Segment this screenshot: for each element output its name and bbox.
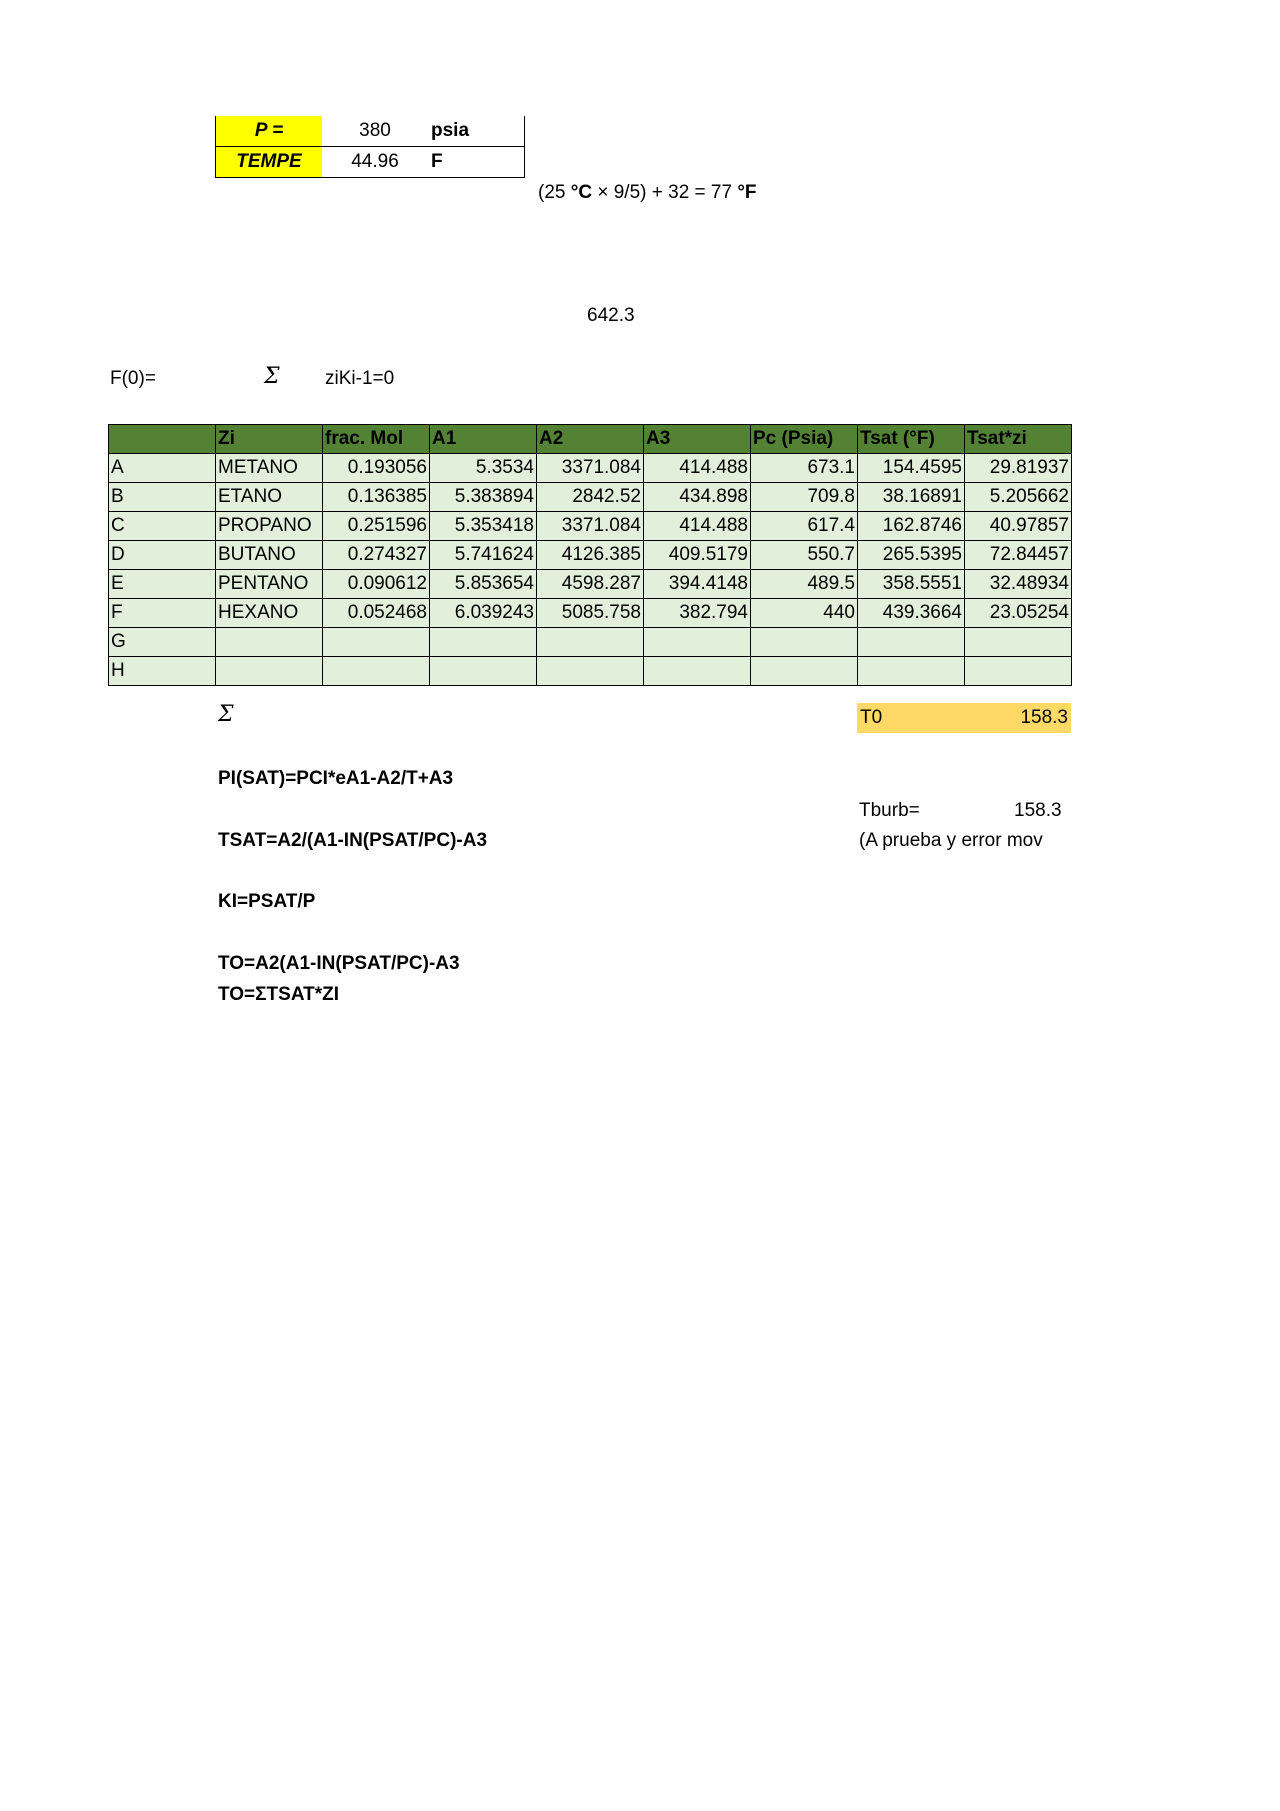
header-cell[interactable] <box>109 425 216 454</box>
value-cell[interactable] <box>537 657 644 686</box>
table-row <box>109 454 1072 483</box>
pressure-label[interactable]: P = <box>216 116 323 147</box>
value-cell[interactable]: 4126.385 <box>537 541 644 570</box>
row-label-cell[interactable]: B <box>109 483 216 512</box>
header-cell[interactable]: Tsat*zi <box>965 425 1072 454</box>
value-cell[interactable]: 5085.758 <box>537 599 644 628</box>
table-row <box>109 483 1072 512</box>
value-cell[interactable]: 2842.52 <box>537 483 644 512</box>
value-cell[interactable]: 72.84457 <box>965 541 1072 570</box>
table-header-row <box>109 425 1072 454</box>
value-cell[interactable]: 154.4595 <box>858 454 965 483</box>
value-cell[interactable] <box>644 628 751 657</box>
conversion-mid: × 9/5) + 32 = 77 <box>592 182 738 203</box>
value-cell[interactable]: 434.898 <box>644 483 751 512</box>
value-cell[interactable]: 358.5551 <box>858 570 965 599</box>
value-cell[interactable]: 394.4148 <box>644 570 751 599</box>
temperature-label[interactable]: TEMPE <box>216 147 323 178</box>
value-cell[interactable]: 0.090612 <box>323 570 430 599</box>
value-cell[interactable]: 709.8 <box>751 483 858 512</box>
value-cell[interactable] <box>323 628 430 657</box>
formula-psat: PI(SAT)=PCI*eA1-A2/T+A3 <box>218 768 454 789</box>
value-cell[interactable]: 0.274327 <box>323 541 430 570</box>
value-cell[interactable]: 0.052468 <box>323 599 430 628</box>
row-label-cell[interactable]: D <box>109 541 216 570</box>
component-name-cell[interactable]: BUTANO <box>216 541 323 570</box>
value-cell[interactable]: 38.16891 <box>858 483 965 512</box>
table-row <box>109 512 1072 541</box>
value-cell[interactable] <box>430 657 537 686</box>
tburb-value[interactable]: 158.3 <box>1014 800 1062 821</box>
value-cell[interactable] <box>751 628 858 657</box>
temperature-unit[interactable]: F <box>428 147 525 178</box>
pressure-unit[interactable]: psia <box>428 116 525 147</box>
table-row <box>109 541 1072 570</box>
row-label-cell[interactable]: F <box>109 599 216 628</box>
component-name-cell[interactable] <box>216 657 323 686</box>
sigma-symbol: Σ <box>264 364 280 389</box>
header-cell[interactable]: frac. Mol <box>323 425 430 454</box>
formula-to-sum: TO=ΣTSAT*ZI <box>218 984 340 1005</box>
component-name-cell[interactable]: PENTANO <box>216 570 323 599</box>
value-cell[interactable]: 0.136385 <box>323 483 430 512</box>
value-cell[interactable]: 5.205662 <box>965 483 1072 512</box>
value-cell[interactable]: 40.97857 <box>965 512 1072 541</box>
row-label-cell[interactable]: G <box>109 628 216 657</box>
header-cell[interactable]: Tsat (°F) <box>858 425 965 454</box>
objective-label: F(0)= <box>110 368 156 389</box>
table-row <box>109 628 1072 657</box>
header-cell[interactable]: A2 <box>537 425 644 454</box>
header-cell[interactable]: Pc (Psia) <box>751 425 858 454</box>
value-cell[interactable]: 265.5395 <box>858 541 965 570</box>
row-label-cell[interactable]: C <box>109 512 216 541</box>
component-table <box>108 424 1072 686</box>
value-cell[interactable]: 4598.287 <box>537 570 644 599</box>
component-name-cell[interactable]: ETANO <box>216 483 323 512</box>
value-cell[interactable]: 32.48934 <box>965 570 1072 599</box>
conversion-pre: (25 <box>538 182 571 203</box>
formula-tsat: TSAT=A2/(A1-IN(PSAT/PC)-A3 <box>218 830 488 851</box>
value-cell[interactable] <box>537 628 644 657</box>
temperature-value[interactable]: 44.96 <box>322 147 428 178</box>
loose-value-cell[interactable]: 642.3 <box>587 305 635 326</box>
header-cell[interactable]: A1 <box>430 425 537 454</box>
component-name-cell[interactable]: PROPANO <box>216 512 323 541</box>
temperature-row <box>216 147 525 178</box>
value-cell[interactable]: 5.741624 <box>430 541 537 570</box>
value-cell[interactable]: 414.488 <box>644 512 751 541</box>
tburb-label: Tburb= <box>859 800 920 821</box>
component-name-cell[interactable] <box>216 628 323 657</box>
fahrenheit-unit: °F <box>737 182 757 203</box>
value-cell[interactable] <box>751 657 858 686</box>
conversion-note <box>538 182 757 204</box>
value-cell[interactable]: 23.05254 <box>965 599 1072 628</box>
row-label-cell[interactable]: A <box>109 454 216 483</box>
value-cell[interactable]: 5.383894 <box>430 483 537 512</box>
total-value: 158.3 <box>1020 707 1068 728</box>
value-cell[interactable]: 414.488 <box>644 454 751 483</box>
sum-symbol-glyph: Σ <box>218 702 234 727</box>
value-cell[interactable]: 382.794 <box>644 599 751 628</box>
value-cell[interactable] <box>430 628 537 657</box>
value-cell[interactable]: 5.3534 <box>430 454 537 483</box>
value-cell[interactable]: 439.3664 <box>858 599 965 628</box>
celsius-unit: °C <box>570 182 593 203</box>
table-row <box>109 570 1072 599</box>
formula-to: TO=A2(A1-IN(PSAT/PC)-A3 <box>218 953 460 974</box>
value-cell[interactable]: 673.1 <box>751 454 858 483</box>
objective-expression: ziKi-1=0 <box>325 368 395 389</box>
component-name-cell[interactable]: METANO <box>216 454 323 483</box>
value-cell[interactable] <box>323 657 430 686</box>
value-cell[interactable]: 29.81937 <box>965 454 1072 483</box>
value-cell[interactable] <box>858 628 965 657</box>
pressure-row <box>216 116 525 147</box>
value-cell[interactable]: 0.251596 <box>323 512 430 541</box>
pressure-value[interactable]: 380 <box>322 116 428 147</box>
value-cell[interactable]: 489.5 <box>751 570 858 599</box>
table-row <box>109 657 1072 686</box>
value-cell[interactable]: 3371.084 <box>537 454 644 483</box>
row-label-cell[interactable]: H <box>109 657 216 686</box>
component-name-cell[interactable]: HEXANO <box>216 599 323 628</box>
value-cell[interactable]: 440 <box>751 599 858 628</box>
trial-error-note: (A prueba y error mov <box>859 830 1043 851</box>
value-cell[interactable]: 5.353418 <box>430 512 537 541</box>
value-cell[interactable]: 6.039243 <box>430 599 537 628</box>
value-cell[interactable] <box>965 657 1072 686</box>
value-cell[interactable]: 409.5179 <box>644 541 751 570</box>
total-cell[interactable] <box>857 703 1071 733</box>
value-cell[interactable] <box>965 628 1072 657</box>
row-label-cell[interactable]: E <box>109 570 216 599</box>
value-cell[interactable]: 0.193056 <box>323 454 430 483</box>
value-cell[interactable]: 550.7 <box>751 541 858 570</box>
table-row <box>109 599 1072 628</box>
value-cell[interactable]: 5.853654 <box>430 570 537 599</box>
value-cell[interactable]: 3371.084 <box>537 512 644 541</box>
header-cell[interactable]: Zi <box>216 425 323 454</box>
value-cell[interactable] <box>858 657 965 686</box>
sum-symbol <box>218 702 234 727</box>
total-label: T0 <box>860 707 883 728</box>
value-cell[interactable]: 617.4 <box>751 512 858 541</box>
pressure-temperature-box <box>215 116 525 178</box>
header-cell[interactable]: A3 <box>644 425 751 454</box>
value-cell[interactable] <box>644 657 751 686</box>
formula-ki: KI=PSAT/P <box>218 891 316 912</box>
value-cell[interactable]: 162.8746 <box>858 512 965 541</box>
